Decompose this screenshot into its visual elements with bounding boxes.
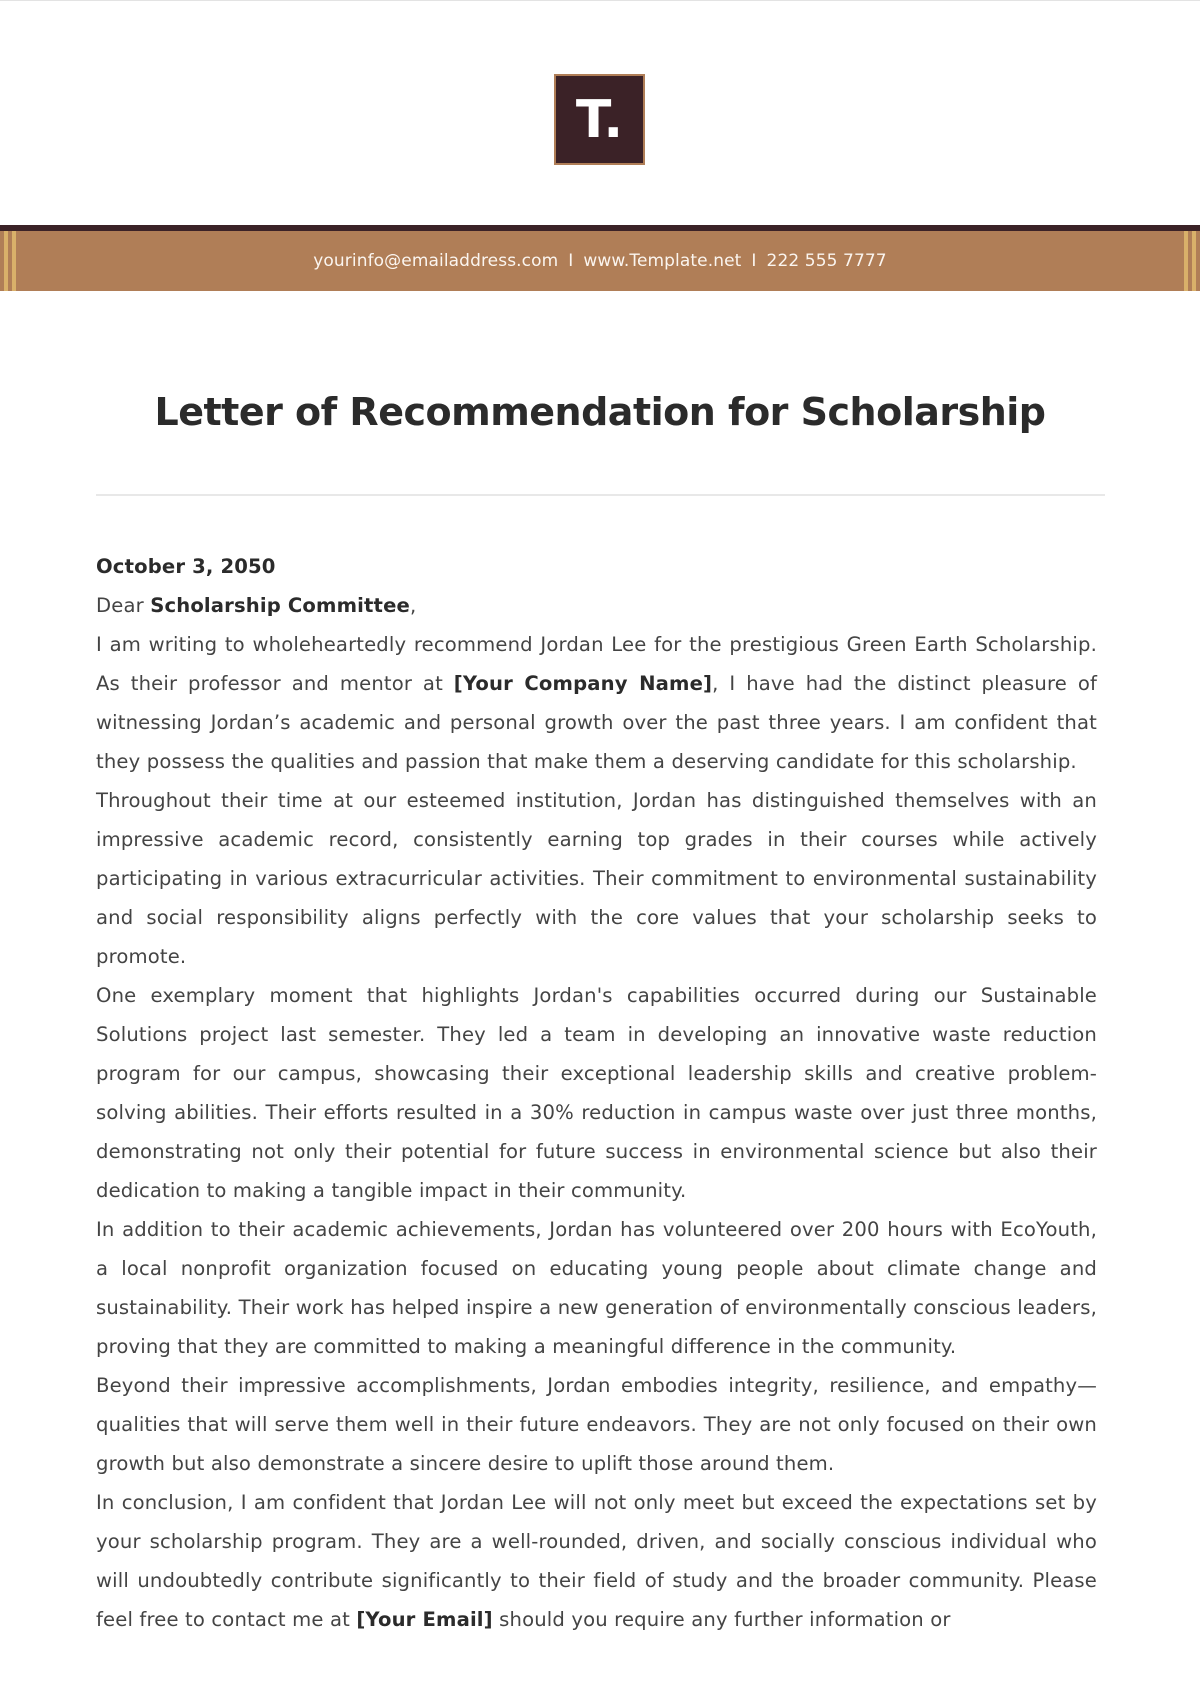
greeting-recipient: Scholarship Committee — [150, 594, 410, 617]
top-rule — [0, 0, 1200, 1]
paragraph-2: Throughout their time at our esteemed institution, Jordan has distinguished themselves with an impressive academic record, consistently earning top grades in their courses while actively participating in various extracurricular activities. Their commitment to environmental sustainability and social responsibility aligns perfectly with the core values that your scholarship seeks to promote. — [96, 789, 1097, 968]
paragraph-1 — [96, 625, 1097, 781]
paragraph-1-part-b: , I have had the distinct pleasure of witnessing Jordan’s academic and personal growth over the past three years. I am confident that they possess the qualities and passion that make them a deserving candidate for this scholarship. — [96, 672, 1098, 773]
contact-website: www.Template.net — [583, 251, 742, 271]
greeting-suffix: , — [409, 594, 417, 617]
contact-email: yourinfo@emailaddress.com — [313, 251, 559, 271]
contact-info — [0, 231, 1200, 291]
paragraph-4: In addition to their academic achievements, Jordan has volunteered over 200 hours with EcoYouth, a local nonprofit organization focused on educating young people about climate change and sustainability. Their work has helped inspire a new generation of environmentally conscious leaders, proving that they are committed to making a meaningful difference in the community. — [96, 1218, 1097, 1358]
contact-separator: I — [568, 251, 574, 271]
contact-band — [0, 231, 1200, 291]
letter-greeting — [96, 586, 1097, 625]
paragraph-6-part-b: should you require any further information or — [492, 1608, 951, 1631]
contact-separator: I — [751, 251, 757, 271]
paragraph-5: Beyond their impressive accomplishments, Jordan embodies integrity, resilience, and empathy—qualities that will serve them well in their future endeavors. They are not only focused on their own growth but also demonstrate a sincere desire to uplift those around them. — [96, 1374, 1097, 1475]
greeting-prefix: Dear — [96, 594, 151, 617]
email-placeholder: [Your Email] — [356, 1608, 493, 1631]
paragraph-6-part-a: In conclusion, I am confident that Jordan Lee will not only meet but exceed the expectations set by your scholarship program. They are a well-rounded, driven, and socially conscious individual who will undoubtedly contribute significantly to their field of study and the broader community. Please feel free to contact me at — [96, 1491, 1097, 1631]
letter-body — [96, 547, 1097, 1639]
company-logo — [554, 74, 645, 165]
paragraph-6 — [96, 1483, 1097, 1639]
company-name-placeholder: [Your Company Name] — [453, 672, 713, 695]
title-divider — [96, 494, 1105, 496]
contact-phone: 222 555 7777 — [766, 251, 887, 271]
paragraph-3: One exemplary moment that highlights Jordan's capabilities occurred during our Sustainable Solutions project last semester. They led a team in developing an innovative waste reduction program for our campus, showcasing their exceptional leadership skills and creative problem-solving abilities. Their efforts resulted in a 30% reduction in campus waste over just three months, demonstrating not only their potential for future success in environmental science but also their dedication to making a tangible impact in their community. — [96, 984, 1097, 1202]
document-title: Letter of Recommendation for Scholarship — [154, 390, 1046, 434]
logo-letter: T. — [575, 89, 624, 150]
letter-date: October 3, 2050 — [96, 555, 276, 578]
paragraph-1-part-a: I am writing to wholeheartedly recommend Jordan Lee for the prestigious Green Earth Scholarship. As their professor and mentor at — [96, 633, 1097, 695]
